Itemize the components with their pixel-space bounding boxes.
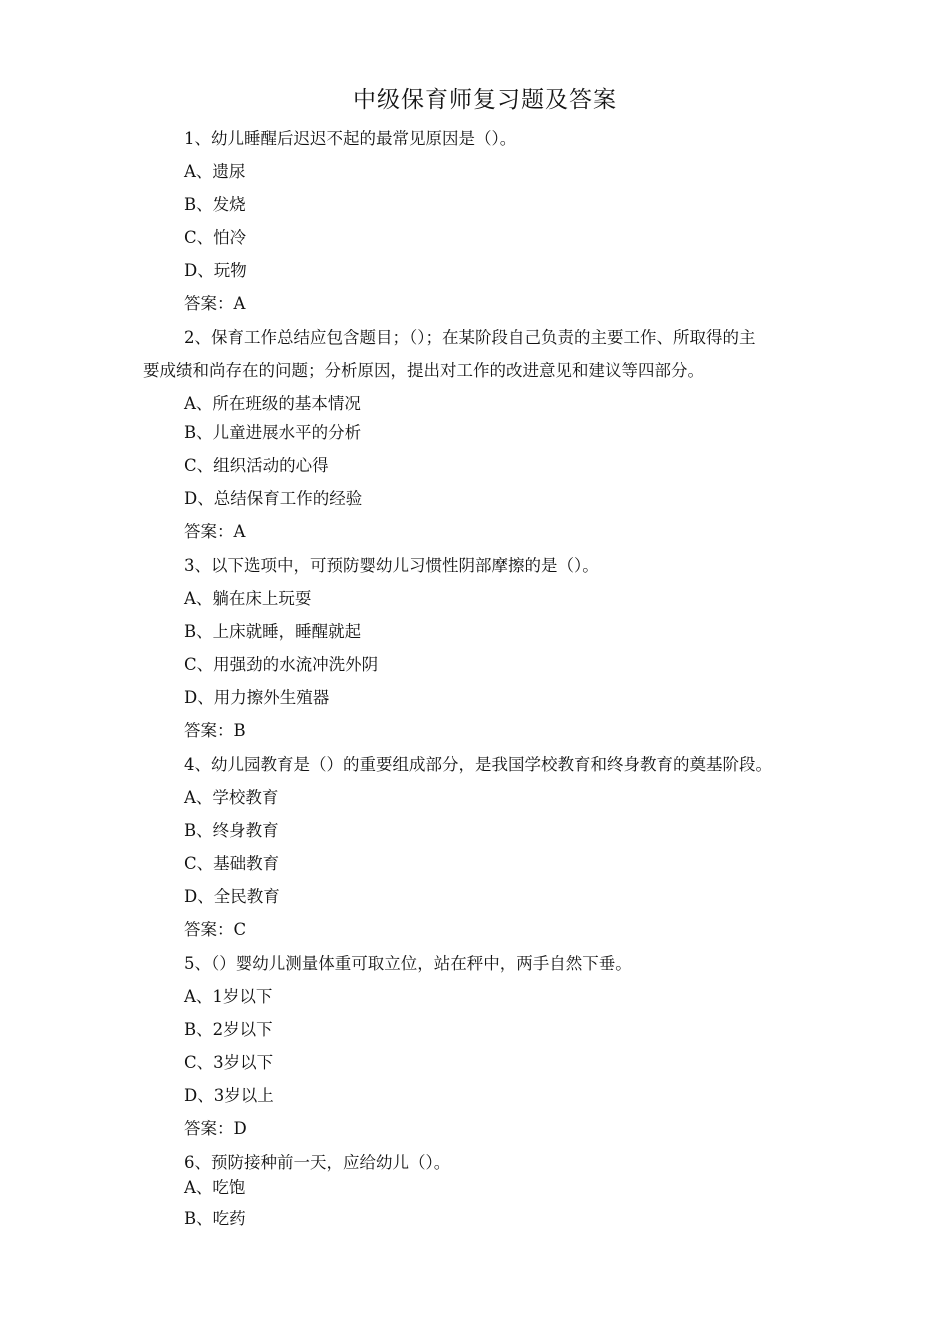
question-3-option-d: D、用力擦外生殖器 <box>184 688 330 707</box>
question-2-option-d: D、总结保育工作的经验 <box>184 489 363 508</box>
question-1-option-b: B、发烧 <box>184 195 246 214</box>
question-3-option-a: A、躺在床上玩耍 <box>184 589 312 608</box>
question-3-answer: 答案：B <box>184 721 246 740</box>
question-2-stem: 2、保育工作总结应包含题目；（）；在某阶段自己负责的主要工作、所取得的主 <box>184 328 756 347</box>
question-1-option-d: D、玩物 <box>184 261 247 280</box>
question-2-stem-continued: 要成绩和尚存在的问题；分析原因，提出对工作的改进意见和建议等四部分。 <box>143 361 704 380</box>
question-2-option-b: B、儿童进展水平的分析 <box>184 423 362 442</box>
question-3-option-b: B、上床就睡，睡醒就起 <box>184 622 362 641</box>
question-6-option-a: A、吃饱 <box>184 1178 246 1197</box>
question-4-option-b: B、终身教育 <box>184 821 279 840</box>
question-3-option-c: C、用强劲的水流冲洗外阴 <box>184 655 379 674</box>
question-1-stem: 1、幼儿睡醒后迟迟不起的最常见原因是（）。 <box>184 129 517 148</box>
question-4-option-a: A、学校教育 <box>184 788 279 807</box>
question-5-answer: 答案：D <box>184 1119 247 1138</box>
question-1-option-a: A、遗尿 <box>184 162 246 181</box>
question-1-option-c: C、怕冷 <box>184 228 247 247</box>
question-3-stem: 3、以下选项中，可预防婴幼儿习惯性阴部摩擦的是（）。 <box>184 556 599 575</box>
question-6-stem: 6、预防接种前一天，应给幼儿（）。 <box>184 1153 451 1172</box>
question-5-stem: 5、（）婴幼儿测量体重可取立位，站在秤中，两手自然下垂。 <box>184 954 632 973</box>
question-4-option-d: D、全民教育 <box>184 887 280 906</box>
question-4-stem: 4、幼儿园教育是（）的重要组成部分，是我国学校教育和终身教育的奠基阶段。 <box>184 755 772 774</box>
document-title: 中级保育师复习题及答案 <box>353 87 617 113</box>
question-2-option-c: C、组织活动的心得 <box>184 456 329 475</box>
question-2-option-a: A、所在班级的基本情况 <box>184 394 361 413</box>
question-5-option-a: A、1岁以下 <box>184 987 273 1006</box>
question-5-option-d: D、3岁以上 <box>184 1086 274 1105</box>
question-5-option-b: B、2岁以下 <box>184 1020 273 1039</box>
question-4-answer: 答案：C <box>184 920 247 939</box>
question-6-option-b: B、吃药 <box>184 1209 246 1228</box>
question-5-option-c: C、3岁以下 <box>184 1053 274 1072</box>
question-2-answer: 答案：A <box>184 522 246 541</box>
question-1-answer: 答案：A <box>184 294 246 313</box>
question-4-option-c: C、基础教育 <box>184 854 280 873</box>
